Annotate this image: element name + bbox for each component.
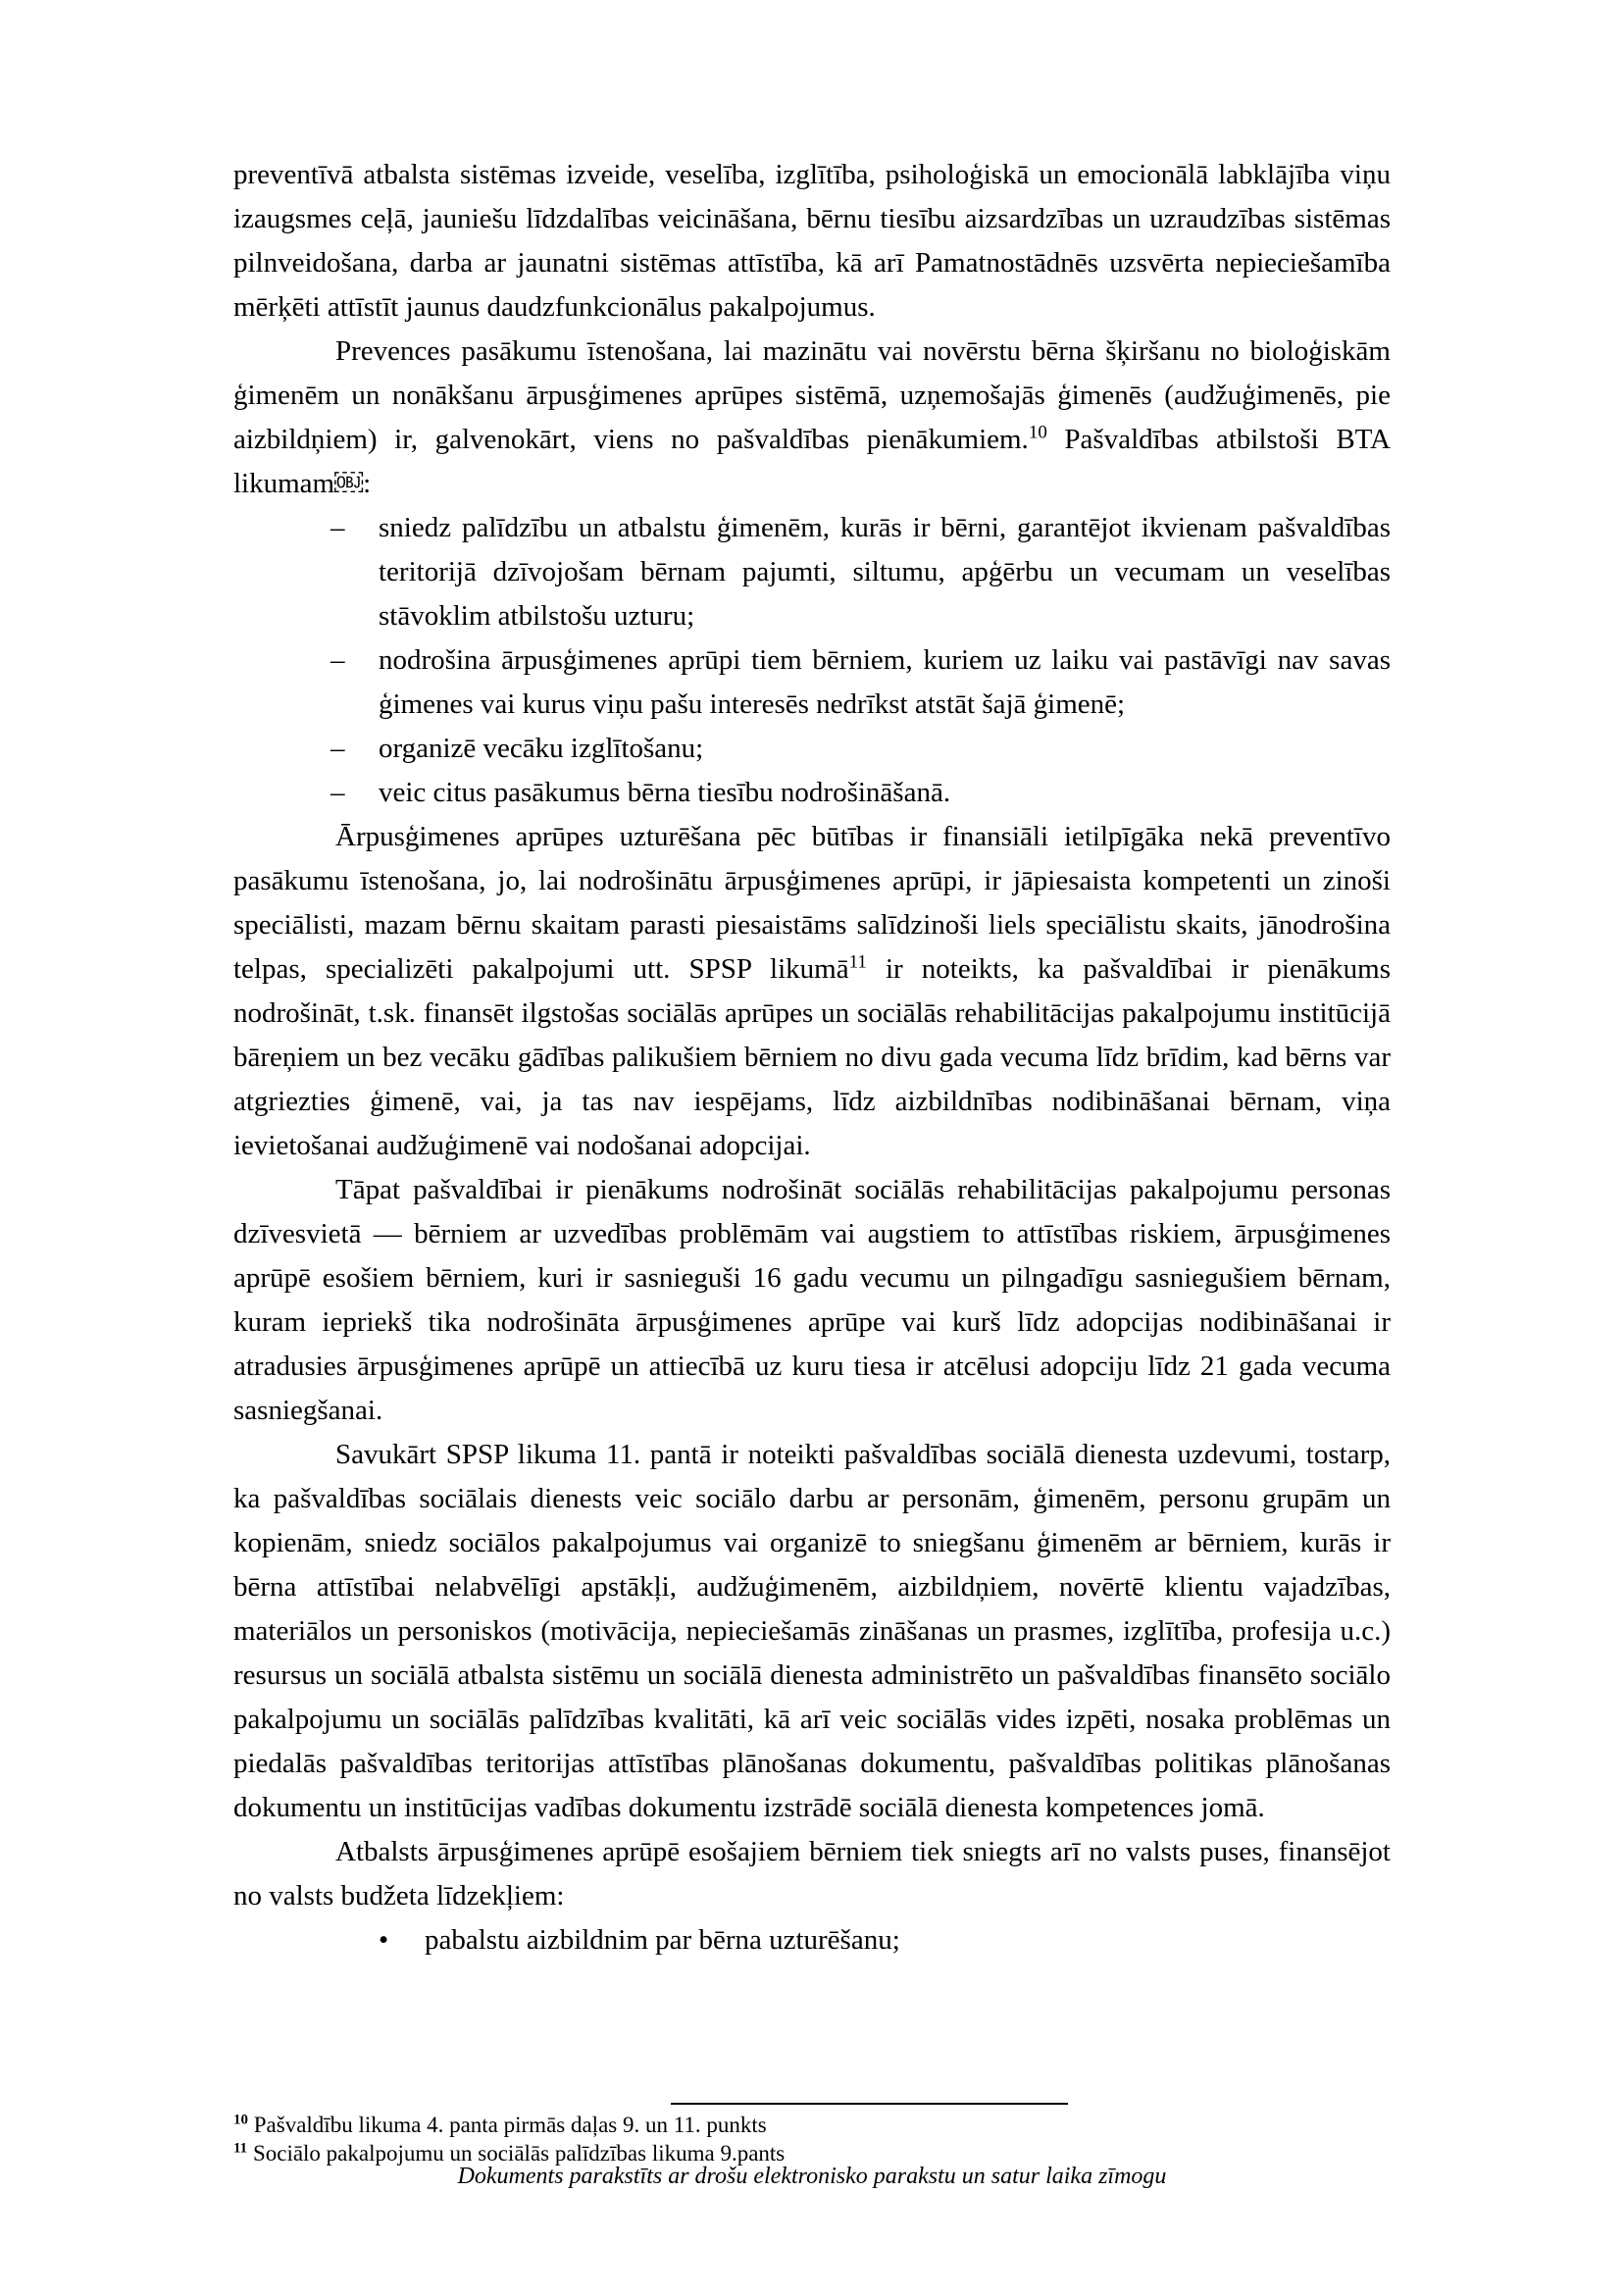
paragraph-6: Atbalsts ārpusģimenes aprūpē esošajiem bērniem tiek sniegts arī no valsts puses, finansējot no valsts budžeta līdzekļiem: xyxy=(233,1836,1391,1912)
list-item xyxy=(233,638,1391,727)
paragraph-3-after: ir noteikts, ka pašvaldībai ir pienākums nodrošināt, t.sk. finansēt ilgstošas sociālās aprūpes un sociālās rehabilitācijas pakalpojumu institūcijā bāreņiem un bez vecāku gādības palikušiem bērniem no divu gada vecuma līdz brīdim, kad bērns var atgriezties ģimenē, vai, ja tas nav iespējams, līdz aizbildnības nodibināšanai bērnam, viņa ievietošanai audžuģimenē vai nodošanai adopcijai. xyxy=(233,953,1392,1161)
list-item-text: pabalstu aizbildnim par bērna uzturēšanu; xyxy=(425,1924,900,1956)
dash-marker: – xyxy=(330,512,345,543)
list-item xyxy=(233,1918,1391,1963)
bullet-list xyxy=(233,1918,1391,1963)
bullet-marker: • xyxy=(379,1924,389,1956)
paragraph-3 xyxy=(233,815,1391,1168)
dash-list xyxy=(233,506,1391,815)
footnote-text: Pašvaldību likuma 4. panta pirmās daļas 9. un 11. punkts xyxy=(248,2113,767,2137)
paragraph-1: preventīvā atbalsta sistēmas izveide, veselība, izglītība, psiholoģiskā un emocionālā labklājība viņu izaugsmes ceļā, jauniešu līdzdalības veicināšana, bērnu tiesību aizsardzības un uzraudzības sistēmas pilnveidošana, darba ar jaunatni sistēmas attīstība, kā arī Pamatnostādnēs uzsvērta nepieciešamība mērķēti attīstīt jaunus daudzfunkcionālus pakalpojumus. xyxy=(233,159,1391,323)
footnote-text: Sociālo pakalpojumu un sociālās palīdzības likuma 9.pants xyxy=(247,2141,786,2166)
paragraph-5: Savukārt SPSP likuma 11. pantā ir noteikti pašvaldības sociālā dienesta uzdevumi, tostarp, ka pašvaldības sociālais dienests veic sociālo darbu ar personām, ģimenēm, personu grupām un kopienām, sniedz sociālos pakalpojumus vai organizē to sniegšanu ģimenēm ar bērniem, kurās ir bērna attīstībai nelabvēlīgi apstākļi, audžuģimenēm, aizbildņiem, novērtē klientu vajadzības, materiālos un personiskos (motivācija, nepieciešamās zināšanas un prasmes, izglītība, profesija u.c.) resursus un sociālā atbalsta sistēmu un sociālā dienesta administrēto un pašvaldības finansēto sociālo pakalpojumu un sociālās palīdzības kvalitāti, kā arī veic sociālās vides izpēti, nosaka problēmas un piedalās pašvaldības teritorijas attīstības plānošanas dokumentu, pašvaldības politikas plānošanas dokumentu un institūcijas vadības dokumentu izstrādē sociālā dienesta kompetences jomā. xyxy=(233,1439,1391,1823)
paragraph-2-text: Prevences pasākumu īstenošana, lai mazinātu vai novērstu bērna šķiršanu no bioloģiskām ģimenēm un nonākšanu ārpusģimenes aprūpes sistēmā, uzņemošajās ģimenēs (audžuģimenēs, pie aizbildņiem) ir, galvenokārt, viens no pašvaldības pienākumiem. xyxy=(233,335,1391,455)
paragraph-2-after: Pašvaldības atbilstoši BTA likumam￼: xyxy=(233,424,1391,499)
footnote-10 xyxy=(233,2111,1391,2139)
list-item xyxy=(233,771,1391,815)
footnote-ref-10[interactable]: 10 xyxy=(1028,422,1047,443)
paragraph-3-text: Ārpusģimenes aprūpes uzturēšana pēc būtības ir finansiāli ietilpīgāka nekā preventīvo pasākumu īstenošana, jo, lai nodrošinātu ārpusģimenes aprūpi, ir jāpiesaista kompetenti un zinoši speciālisti, mazam bērnu skaitam parasti piesaistāms salīdzinoši liels speciālistu skaits, jānodrošina telpas, specializēti pakalpojumi utt. SPSP likumā xyxy=(233,821,1391,985)
signature-note: Dokuments parakstīts ar drošu elektronisko parakstu un satur laika zīmogu xyxy=(457,2164,1167,2189)
footnote-number: 10 xyxy=(233,2112,248,2128)
dash-marker: – xyxy=(330,644,345,676)
paragraph-2 xyxy=(233,330,1391,506)
list-item-text: sniedz palīdzību un atbalstu ģimenēm, kurās ir bērni, garantējot ikvienam pašvaldības teritorijā dzīvojošam bērnam pajumti, siltumu, apģērbu un vecumam un veselības stāvoklim atbilstošu uzturu; xyxy=(379,512,1391,632)
list-item xyxy=(233,727,1391,771)
list-item xyxy=(233,506,1391,638)
list-item-text: nodrošina ārpusģimenes aprūpi tiem bērniem, kuriem uz laiku vai pastāvīgi nav savas ģimenes vai kurus viņu pašu interesēs nedrīkst atstāt šajā ģimenē; xyxy=(379,644,1391,720)
footnote-ref-11[interactable]: 11 xyxy=(848,951,867,973)
dash-marker: – xyxy=(330,733,345,764)
footnote-separator xyxy=(671,2103,1068,2105)
list-item-text: veic citus pasākumus bērna tiesību nodrošināšanā. xyxy=(379,777,951,808)
footnotes xyxy=(233,2111,1391,2167)
paragraph-4: Tāpat pašvaldībai ir pienākums nodrošināt sociālās rehabilitācijas pakalpojumu personas dzīvesvietā — bērniem ar uzvedības problēmām vai augstiem to attīstības riskiem, ārpusģimenes aprūpē esošiem bērniem, kuri ir sasnieguši 16 gadu vecumu un pilngadīgu sasniegušiem bērnam, kuram iepriekš tika nodrošināta ārpusģimenes aprūpe vai kurš līdz adopcijas nodibināšanai ir atradusies ārpusģimenes aprūpē un attiecībā uz kuru tiesa ir atcēlusi adopciju līdz 21 gada vecuma sasniegšanai. xyxy=(233,1174,1391,1426)
list-item-text: organizē vecāku izglītošanu; xyxy=(379,733,704,764)
dash-marker: – xyxy=(330,777,345,808)
body-text xyxy=(233,153,1391,1963)
footnote-number: 11 xyxy=(233,2140,248,2157)
